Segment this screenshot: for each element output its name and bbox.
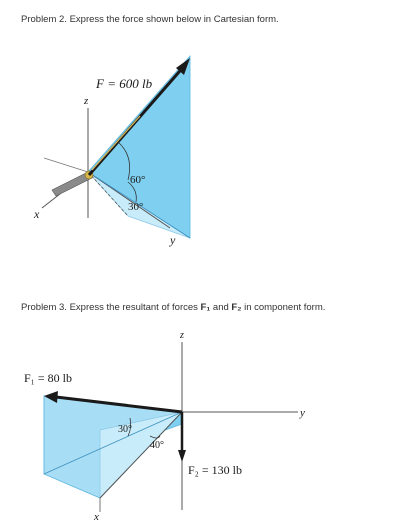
x-axis-label: x [34,207,40,221]
heading-f1: F₁ [200,302,211,313]
problem-3-heading-suffix: in component form. [241,302,326,313]
problem-2-figure [0,30,410,260]
f2-label: F₂ = 130 lb [188,463,242,477]
y-axis-label: y [300,407,305,419]
z-axis-label: z [180,330,184,341]
problem-2-heading-text: Problem 2. Express the force shown below in Cartesian form. [21,14,279,25]
angle-30-label: 30° [118,424,132,435]
problem-2-heading [21,14,279,25]
problem-3-heading [21,302,325,313]
z-axis-label: z [84,95,89,107]
problem-3-heading-and: and [210,302,232,313]
f1-label: F₁ = 80 lb [24,371,72,385]
problem-3-figure [0,320,410,528]
force-label: F = 600 lb [96,76,153,91]
back-axis-line [44,158,88,172]
y-axis-label: y [170,233,176,247]
problem-3-heading-prefix: Problem 3. Express the resultant of forces [21,302,201,313]
angle-60-label: 60° [130,174,146,186]
angle-30-label: 30° [128,201,144,213]
f2-arrow-head [178,450,186,462]
angle-40-label: 40° [150,440,164,451]
heading-f2: F₂ [231,302,242,313]
x-axis-label: x [94,511,99,523]
